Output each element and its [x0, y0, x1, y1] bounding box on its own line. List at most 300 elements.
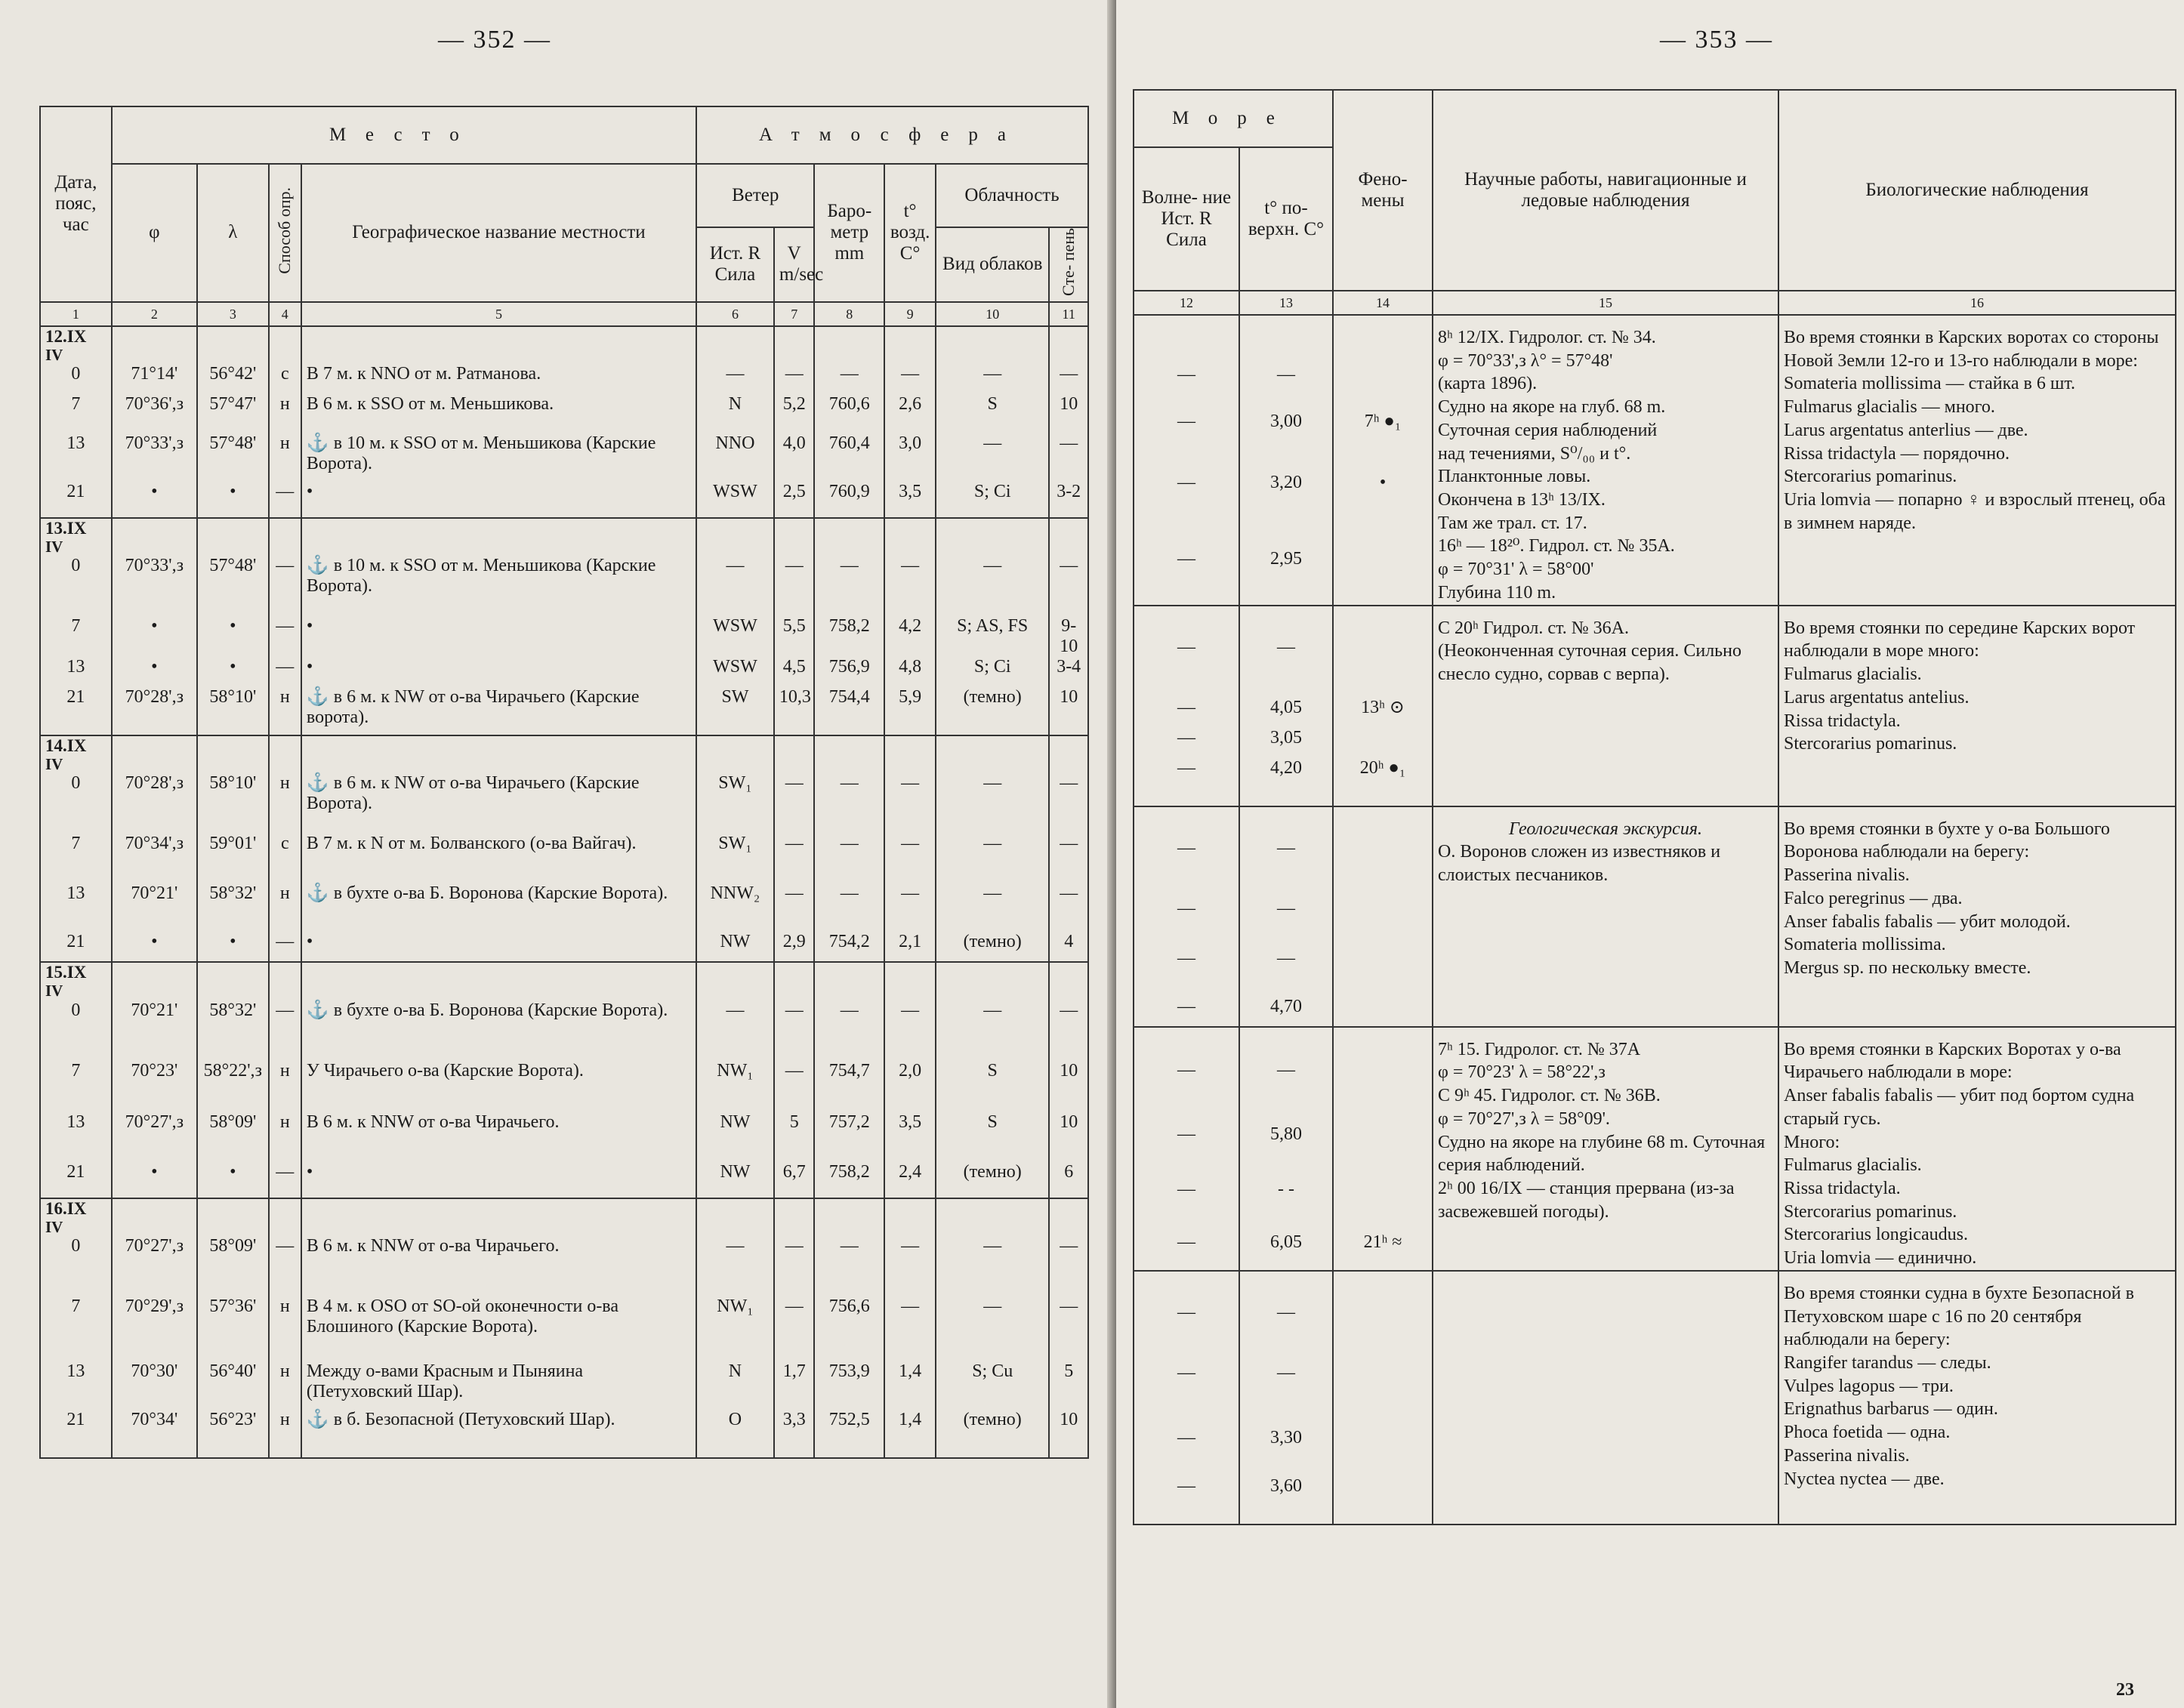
deg-cell: —	[1049, 1236, 1088, 1296]
phi-cell: 70°30'	[112, 1361, 197, 1410]
cl-cell: —	[936, 883, 1049, 932]
t-cell: 5,9	[884, 687, 936, 735]
science-cell	[1433, 1271, 1778, 1525]
biology-cell	[1778, 1027, 2176, 1271]
bar-cell: —	[814, 1236, 884, 1296]
spacer-cell	[696, 1198, 774, 1236]
t-cell: —	[884, 834, 936, 883]
spacer-cell	[1333, 1271, 1433, 1303]
lam-cell: 58°09'	[197, 1236, 269, 1296]
m-cell: н	[269, 1061, 301, 1112]
phen-cell	[1333, 948, 1433, 997]
science-cell	[1433, 1027, 1778, 1271]
biology-line: Uria lomvia — единично.	[1784, 1248, 1977, 1269]
bar-cell: —	[814, 1000, 884, 1061]
geo-cell: ⚓ в 10 м. к SSO от м. Меньшикова (Карские Ворота).	[301, 556, 696, 616]
cl-cell: (темно)	[936, 1410, 1049, 1458]
temp-cell: 3,30	[1239, 1428, 1333, 1476]
science-line: (Неоконченная суточная серия. Сильно снесло судно, сорвав с верпа).	[1438, 641, 1741, 685]
geo-cell: В 4 м. к OSO от SO-ой оконечности о-ва Блошиного (Карские Ворота).	[301, 1296, 696, 1361]
v-cell: —	[774, 1296, 815, 1361]
hour-cell: 7	[40, 1296, 112, 1361]
spacer-cell	[269, 735, 301, 773]
wave-cell: —	[1134, 1179, 1239, 1232]
spacer-cell	[696, 962, 774, 1000]
lam-cell: 58°22',з	[197, 1061, 269, 1112]
header-lambda: λ	[197, 164, 269, 302]
cl-cell: —	[936, 556, 1049, 616]
spacer-cell	[774, 518, 815, 556]
temp-cell: —	[1239, 899, 1333, 948]
lam-cell: 58°10'	[197, 773, 269, 834]
science-line: φ = 70°31' λ = 58°00'	[1438, 560, 1594, 580]
hour-cell: 0	[40, 556, 112, 616]
deg-cell: 6	[1049, 1162, 1088, 1198]
m-cell: —	[269, 1162, 301, 1198]
spacer-cell	[269, 962, 301, 1000]
phen-cell: 13ʰ ⊙	[1333, 698, 1433, 728]
wave-cell: —	[1134, 473, 1239, 548]
temp-cell: —	[1239, 1363, 1333, 1428]
hour-cell: 13	[40, 433, 112, 482]
t-cell: 3,0	[884, 433, 936, 482]
lam-cell: •	[197, 657, 269, 687]
t-cell: 2,6	[884, 394, 936, 433]
hour-cell: 21	[40, 1410, 112, 1458]
v-cell: —	[774, 1236, 815, 1296]
bar-cell: —	[814, 773, 884, 834]
biology-line: Anser fabalis fabalis — убит под бортом судна старый гусь.	[1784, 1086, 2135, 1129]
observation-row	[40, 1410, 1088, 1458]
biology-line: Во время стоянки в бухте у о-ва Большого Воронова наблюдали на берегу:	[1784, 819, 2110, 862]
deg-cell: 3-2	[1049, 482, 1088, 518]
spacer-cell	[936, 1198, 1049, 1236]
bar-cell: 753,9	[814, 1361, 884, 1410]
biology-line: Rissa tridactyla — порядочно.	[1784, 443, 2010, 464]
spacer-cell	[301, 735, 696, 773]
v-cell: —	[774, 834, 815, 883]
spacer-cell	[1239, 1271, 1333, 1303]
science-line: (карта 1896).	[1438, 374, 1538, 394]
m-cell: н	[269, 883, 301, 932]
t-cell: —	[884, 773, 936, 834]
v-cell: 2,9	[774, 932, 815, 962]
cl-cell: (темно)	[936, 932, 1049, 962]
geo-cell: ⚓ в 10 м. к SSO от м. Меньшикова (Карские Ворота).	[301, 433, 696, 482]
bar-cell: 752,5	[814, 1410, 884, 1458]
temp-cell: 3,20	[1239, 473, 1333, 548]
phi-cell: 70°21'	[112, 1000, 197, 1061]
biology-line: Fulmarus glacialis — много.	[1784, 397, 1995, 418]
header-wave: Волне- ние Ист. R Сила	[1134, 147, 1239, 291]
observation-row	[40, 1000, 1088, 1061]
wave-cell: —	[1134, 1303, 1239, 1363]
wave-cell: —	[1134, 838, 1239, 899]
bar-cell: 757,2	[814, 1112, 884, 1162]
wave-cell: —	[1134, 698, 1239, 728]
phi-cell: •	[112, 657, 197, 687]
day-header-row	[40, 735, 1088, 773]
spacer-cell	[1134, 806, 1239, 838]
lam-cell: •	[197, 932, 269, 962]
m-cell: н	[269, 1361, 301, 1410]
biology-line: Falco peregrinus — два.	[1784, 888, 1963, 908]
bar-cell: —	[814, 883, 884, 932]
wave-cell: —	[1134, 637, 1239, 698]
phen-cell	[1333, 365, 1433, 412]
cl-cell: S; Ci	[936, 657, 1049, 687]
wd-cell: NW₁	[696, 1061, 774, 1112]
zone-label: IV	[45, 345, 63, 364]
header-biology: Биологические наблюдения	[1778, 90, 2176, 291]
geo-cell: ⚓ в бухте о-ва Б. Воронова (Карские Ворота).	[301, 883, 696, 932]
spacer-cell	[197, 735, 269, 773]
temp-cell: 3,60	[1239, 1476, 1333, 1525]
m-cell: н	[269, 1296, 301, 1361]
spacer-cell	[112, 1198, 197, 1236]
science-line: φ = 70°33',з λ° = 57°48'	[1438, 350, 1613, 371]
day-date	[40, 1198, 112, 1236]
column-index: 5	[301, 302, 696, 326]
wave-cell: —	[1134, 1476, 1239, 1525]
wd-cell: NW	[696, 1162, 774, 1198]
observation-row	[40, 657, 1088, 687]
v-cell: —	[774, 773, 815, 834]
t-cell: 2,1	[884, 932, 936, 962]
science-line: С 20ʰ Гидрол. ст. № 36А.	[1438, 618, 1629, 638]
lam-cell: 58°32'	[197, 883, 269, 932]
geo-cell: •	[301, 1162, 696, 1198]
observation-row	[40, 1236, 1088, 1296]
deg-cell: 10	[1049, 1061, 1088, 1112]
signature-mark: 23	[2116, 1680, 2134, 1700]
lam-cell: 57°36'	[197, 1296, 269, 1361]
geo-cell: В 6 м. к SSO от м. Меньшикова.	[301, 394, 696, 433]
column-index: 12	[1134, 291, 1239, 315]
t-cell: —	[884, 1296, 936, 1361]
bar-cell: 760,6	[814, 394, 884, 433]
biology-line: Stercorarius longicaudus.	[1784, 1225, 1968, 1245]
header-geo-name: Географическое название местности	[301, 164, 696, 302]
spacer-cell	[1134, 315, 1239, 365]
deg-cell: —	[1049, 364, 1088, 394]
phi-cell: 70°21'	[112, 883, 197, 932]
t-cell: —	[884, 1000, 936, 1061]
header-cloud-group: Облачность	[936, 164, 1088, 227]
phi-cell: 70°27',з	[112, 1236, 197, 1296]
phen-cell: •	[1333, 473, 1433, 548]
column-index: 6	[696, 302, 774, 326]
page-number-right: — 353 —	[1660, 26, 1773, 54]
t-cell: 1,4	[884, 1410, 936, 1458]
wave-cell: —	[1134, 728, 1239, 758]
science-title: Геологическая экскурсия.	[1509, 819, 1702, 839]
biology-line: Во время стоянки по середине Карских ворот наблюдали в море много:	[1784, 618, 2136, 661]
deg-cell: 9-10	[1049, 616, 1088, 657]
phi-cell: 70°29',з	[112, 1296, 197, 1361]
spacer-cell	[696, 518, 774, 556]
cl-cell: S; AS, FS	[936, 616, 1049, 657]
science-line: Планктонные ловы.	[1438, 467, 1591, 487]
column-index: 4	[269, 302, 301, 326]
wd-cell: SW	[696, 687, 774, 735]
temp-cell: 3,00	[1239, 412, 1333, 473]
hour-cell: 0	[40, 364, 112, 394]
zone-label: IV	[45, 537, 63, 556]
zone-label: IV	[45, 982, 63, 1000]
deg-cell: 10	[1049, 1410, 1088, 1458]
wd-cell: N	[696, 1361, 774, 1410]
spacer-cell	[884, 518, 936, 556]
v-cell: 5	[774, 1112, 815, 1162]
day-date	[40, 518, 112, 556]
phen-cell	[1333, 728, 1433, 758]
v-cell: —	[774, 556, 815, 616]
lam-cell: 58°10'	[197, 687, 269, 735]
temp-cell: 4,05	[1239, 698, 1333, 728]
phi-cell: 70°36',з	[112, 394, 197, 433]
spacer-cell	[301, 518, 696, 556]
column-index: 1	[40, 302, 112, 326]
v-cell: 10,3	[774, 687, 815, 735]
science-line: Суточная серия наблюдений	[1438, 420, 1658, 440]
cl-cell: —	[936, 773, 1049, 834]
hour-cell: 0	[40, 1000, 112, 1061]
header-atmosphere-group: Атмосфера	[696, 106, 1088, 164]
phen-cell	[1333, 899, 1433, 948]
science-cell	[1433, 606, 1778, 806]
column-index: 2	[112, 302, 197, 326]
lam-cell: •	[197, 482, 269, 518]
date-label: 15.IX	[45, 963, 87, 982]
column-index: 11	[1049, 302, 1088, 326]
spacer-cell	[269, 518, 301, 556]
hour-cell: 7	[40, 834, 112, 883]
hour-cell: 21	[40, 482, 112, 518]
spacer-cell	[814, 962, 884, 1000]
wd-cell: WSW	[696, 616, 774, 657]
spacer-cell	[301, 1198, 696, 1236]
spacer-cell	[814, 518, 884, 556]
observation-row	[40, 883, 1088, 932]
hour-cell: 0	[40, 1236, 112, 1296]
biology-line: Larus argentatus anterlius — две.	[1784, 420, 2028, 440]
wd-cell: O	[696, 1410, 774, 1458]
spacer-cell	[197, 326, 269, 364]
observation-row	[40, 556, 1088, 616]
biology-line: Passerina nivalis.	[1784, 1445, 1910, 1466]
day-spacer-row	[1134, 315, 2176, 365]
wave-cell: —	[1134, 1232, 1239, 1271]
hour-cell: 0	[40, 773, 112, 834]
header-phi: φ	[112, 164, 197, 302]
m-cell: —	[269, 657, 301, 687]
spacer-cell	[696, 326, 774, 364]
science-line: φ = 70°27',з λ = 58°09'.	[1438, 1108, 1610, 1129]
spacer-cell	[269, 326, 301, 364]
bar-cell: —	[814, 364, 884, 394]
biology-line: Много:	[1784, 1132, 1840, 1152]
column-index: 14	[1333, 291, 1433, 315]
date-label: 16.IX	[45, 1198, 87, 1218]
spacer-cell	[197, 1198, 269, 1236]
spacer-cell	[774, 326, 815, 364]
left-data-table	[39, 106, 1089, 1459]
m-cell: с	[269, 364, 301, 394]
m-cell: н	[269, 687, 301, 735]
biology-line: Во время стоянки судна в бухте Безопасной в Петуховском шаре с 16 по 20 сентября наблюдали на берегу:	[1784, 1283, 2134, 1350]
v-cell: 4,0	[774, 433, 815, 482]
t-cell: —	[884, 1236, 936, 1296]
header-place-group: Место	[112, 106, 696, 164]
spacer-cell	[1134, 1027, 1239, 1061]
temp-cell: —	[1239, 637, 1333, 698]
phi-cell: 70°28',з	[112, 687, 197, 735]
spacer-cell	[936, 518, 1049, 556]
geo-cell: •	[301, 616, 696, 657]
cl-cell: —	[936, 1236, 1049, 1296]
deg-cell: —	[1049, 556, 1088, 616]
m-cell: н	[269, 773, 301, 834]
m-cell: —	[269, 932, 301, 962]
wd-cell: NW	[696, 932, 774, 962]
deg-cell: —	[1049, 433, 1088, 482]
column-index: 3	[197, 302, 269, 326]
m-cell: н	[269, 433, 301, 482]
phen-cell: 7ʰ ●₁	[1333, 412, 1433, 473]
wd-cell: NNO	[696, 433, 774, 482]
m-cell: —	[269, 1236, 301, 1296]
phi-cell: 70°28',з	[112, 773, 197, 834]
spacer-cell	[1239, 606, 1333, 637]
phen-cell	[1333, 549, 1433, 606]
v-cell: 5,5	[774, 616, 815, 657]
day-date	[40, 962, 112, 1000]
lam-cell: 59°01'	[197, 834, 269, 883]
science-cell	[1433, 315, 1778, 606]
v-cell: 5,2	[774, 394, 815, 433]
date-label: 14.IX	[45, 736, 87, 756]
wd-cell: WSW	[696, 657, 774, 687]
zone-label: IV	[45, 1217, 63, 1236]
temp-cell: 5,80	[1239, 1124, 1333, 1179]
observation-row	[40, 1061, 1088, 1112]
hour-cell: 13	[40, 883, 112, 932]
geo-cell: •	[301, 482, 696, 518]
header-air-temp: t° возд. C°	[884, 164, 936, 302]
observation-row	[40, 616, 1088, 657]
deg-cell: 4	[1049, 932, 1088, 962]
bar-cell: 760,9	[814, 482, 884, 518]
bar-cell: —	[814, 556, 884, 616]
spacer-cell	[696, 735, 774, 773]
header-wind-group: Ветер	[696, 164, 814, 227]
spacer-cell	[269, 1198, 301, 1236]
v-cell: 1,7	[774, 1361, 815, 1410]
bar-cell: 756,6	[814, 1296, 884, 1361]
biology-line: Erignathus barbarus — один.	[1784, 1399, 1998, 1420]
temp-cell: 4,70	[1239, 997, 1333, 1027]
spacer-cell	[301, 326, 696, 364]
observation-row	[40, 687, 1088, 735]
header-date: Дата, пояс, час	[40, 106, 112, 302]
geo-cell: ⚓ в б. Безопасной (Петуховский Шар).	[301, 1410, 696, 1458]
spacer-cell	[1134, 606, 1239, 637]
spacer-cell	[112, 326, 197, 364]
deg-cell: 5	[1049, 1361, 1088, 1410]
bar-cell: 754,2	[814, 932, 884, 962]
header-wind-dir: Ист. R Сила	[696, 227, 774, 302]
spacer-cell	[112, 962, 197, 1000]
biology-cell	[1778, 806, 2176, 1027]
spacer-cell	[1333, 315, 1433, 365]
column-index: 16	[1778, 291, 2176, 315]
hour-cell: 21	[40, 1162, 112, 1198]
day-date	[40, 735, 112, 773]
v-cell: 3,3	[774, 1410, 815, 1458]
temp-cell: —	[1239, 365, 1333, 412]
science-line: Судно на якоре на глубине 68 m. Суточная серия наблюдений.	[1438, 1132, 1766, 1176]
deg-cell: —	[1049, 773, 1088, 834]
spacer-cell	[814, 1198, 884, 1236]
phen-cell	[1333, 1179, 1433, 1232]
science-line: 2ʰ 00 16/IX — станция прервана (из-за засвежевшей погоды).	[1438, 1178, 1735, 1222]
biology-cell	[1778, 1271, 2176, 1525]
spacer-cell	[936, 735, 1049, 773]
day-spacer-row	[1134, 806, 2176, 838]
spacer-cell	[112, 518, 197, 556]
column-index: 8	[814, 302, 884, 326]
m-cell: —	[269, 482, 301, 518]
lam-cell: 57°48'	[197, 433, 269, 482]
biology-line: Somateria mollissima.	[1784, 935, 1946, 955]
deg-cell: —	[1049, 883, 1088, 932]
lam-cell: •	[197, 1162, 269, 1198]
column-index: 13	[1239, 291, 1333, 315]
phen-cell	[1333, 1363, 1433, 1428]
m-cell: —	[269, 1000, 301, 1061]
wd-cell: NNW₂	[696, 883, 774, 932]
wave-cell: —	[1134, 1363, 1239, 1428]
spacer-cell	[814, 326, 884, 364]
biology-line: Uria lomvia — попарно ♀ и взрослый птенец, оба в зимнем наряде.	[1784, 490, 2166, 533]
v-cell: 6,7	[774, 1162, 815, 1198]
biology-line: Vulpes lagopus — три.	[1784, 1376, 1954, 1396]
spacer-cell	[1049, 326, 1088, 364]
geo-cell: У Чирачьего о-ва (Карские Ворота).	[301, 1061, 696, 1112]
wave-cell: —	[1134, 899, 1239, 948]
biology-line: Rissa tridactyla.	[1784, 711, 1901, 731]
biology-line: Во время стоянки в Карских воротах со стороны Новой Земли 12-го и 13-го наблюдали в море:	[1784, 328, 2159, 371]
observation-row	[40, 1296, 1088, 1361]
phi-cell: 70°23'	[112, 1061, 197, 1112]
v-cell: —	[774, 1061, 815, 1112]
spacer-cell	[1239, 1027, 1333, 1061]
observation-row	[40, 394, 1088, 433]
m-cell: —	[269, 616, 301, 657]
spacer-cell	[774, 1198, 815, 1236]
phen-cell	[1333, 1060, 1433, 1124]
phen-cell	[1333, 997, 1433, 1027]
phi-cell: 70°34',з	[112, 834, 197, 883]
lam-cell: 56°23'	[197, 1410, 269, 1458]
spacer-cell	[1333, 606, 1433, 637]
spacer-cell	[197, 518, 269, 556]
observation-row	[40, 433, 1088, 482]
cl-cell: S	[936, 1061, 1049, 1112]
cl-cell: —	[936, 1296, 1049, 1361]
t-cell: 4,2	[884, 616, 936, 657]
